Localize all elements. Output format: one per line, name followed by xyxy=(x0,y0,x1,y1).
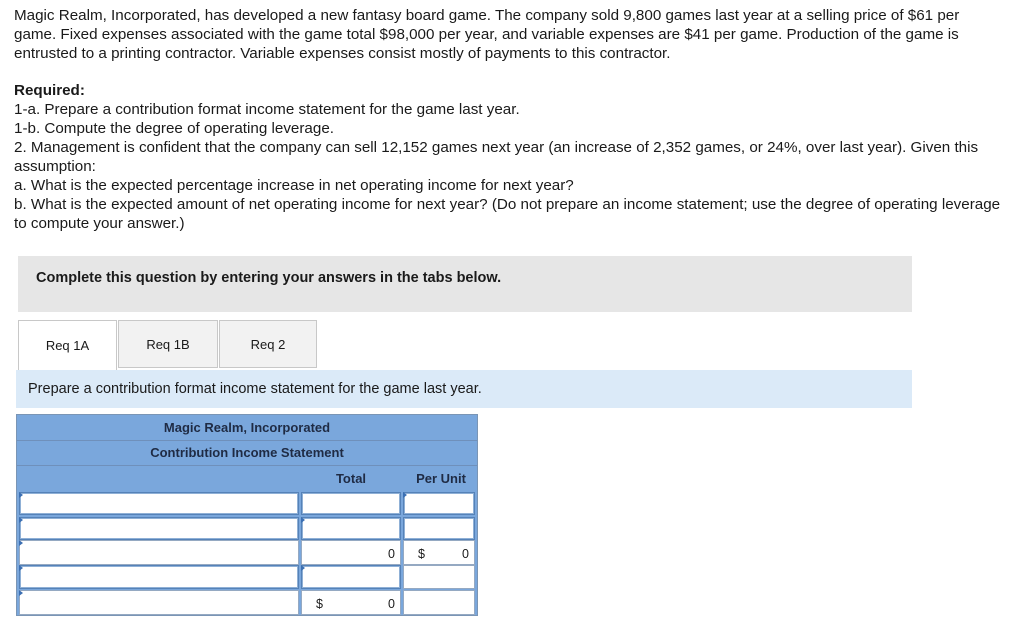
tab-req-1a[interactable]: Req 1A xyxy=(18,320,117,370)
dropdown-marker-icon xyxy=(19,540,23,546)
dropdown-marker-icon xyxy=(19,492,23,498)
dropdown-marker-icon xyxy=(301,565,305,571)
problem-intro: Magic Realm, Incorporated, has developed a new fantasy board game. The company sold 9,800 games last year at a selling price of $61 per game. Fixed expenses associated with the game total $98,000 per year, and variable expenses are $41 per game. Production of the game is entrusted to a printing contractor. Variable expenses consist mostly of payments to this contractor. xyxy=(14,7,960,62)
row2-total-input[interactable] xyxy=(301,517,401,540)
required-line-2a: a. What is the expected percentage increase in net operating income for next year? xyxy=(14,177,574,194)
row1-total-input[interactable] xyxy=(301,492,401,515)
column-header-total: Total xyxy=(335,470,367,486)
instruction-banner xyxy=(18,256,912,312)
row2-label-input[interactable] xyxy=(19,517,299,540)
statement-title: Contribution Income Statement xyxy=(150,445,344,460)
instruction-text: Complete this question by entering your answers in the tabs below. xyxy=(36,270,502,286)
dropdown-marker-icon xyxy=(19,590,23,596)
row4-per-unit-cell xyxy=(403,565,475,589)
required-line-1a: 1-a. Prepare a contribution format income statement for the game last year. xyxy=(14,101,520,118)
required-line-2: 2. Management is confident that the company can sell 12,152 games next year (an increase of 2,352 games, or 24%, over last year). Given this assumption: xyxy=(14,139,979,175)
dropdown-marker-icon xyxy=(19,565,23,571)
dropdown-marker-icon xyxy=(301,517,305,523)
row5-label-input[interactable] xyxy=(19,590,299,615)
row5-per-unit-cell xyxy=(403,590,475,615)
tab-req-1b[interactable]: Req 1B xyxy=(118,320,218,368)
income-statement-table xyxy=(16,414,478,616)
tab-req-2[interactable]: Req 2 xyxy=(219,320,317,368)
row1-label-input[interactable] xyxy=(19,492,299,515)
tab-prompt: Prepare a contribution format income statement for the game last year. xyxy=(16,370,912,408)
required-line-1b: 1-b. Compute the degree of operating leverage. xyxy=(14,120,334,137)
row3-label-input[interactable] xyxy=(19,540,299,565)
required-heading: Required: xyxy=(14,82,85,99)
required-section xyxy=(14,81,1004,233)
dropdown-marker-icon xyxy=(403,492,407,498)
row3-total-value: 0 xyxy=(388,547,395,561)
row1-per-unit-input[interactable] xyxy=(403,492,475,515)
required-line-2b: b. What is the expected amount of net operating income for next year? (Do not prepare an income statement; use the degree of operating leverage to compute your answer.) xyxy=(14,196,1001,232)
currency-symbol: $ xyxy=(316,597,323,611)
row5-total-value: 0 xyxy=(388,597,395,611)
header-divider xyxy=(17,440,477,441)
row3-per-unit-value: 0 xyxy=(462,547,469,561)
row3-total-cell xyxy=(301,540,401,565)
row4-label-input[interactable] xyxy=(19,565,299,589)
dropdown-marker-icon xyxy=(19,517,23,523)
column-header-per-unit: Per Unit xyxy=(416,470,466,486)
row5-total-cell xyxy=(301,590,401,615)
row3-per-unit-cell xyxy=(403,540,475,565)
row4-total-input[interactable] xyxy=(301,565,401,589)
currency-symbol: $ xyxy=(418,547,425,561)
row2-per-unit-input[interactable] xyxy=(403,517,475,540)
statement-company: Magic Realm, Incorporated xyxy=(163,420,331,435)
